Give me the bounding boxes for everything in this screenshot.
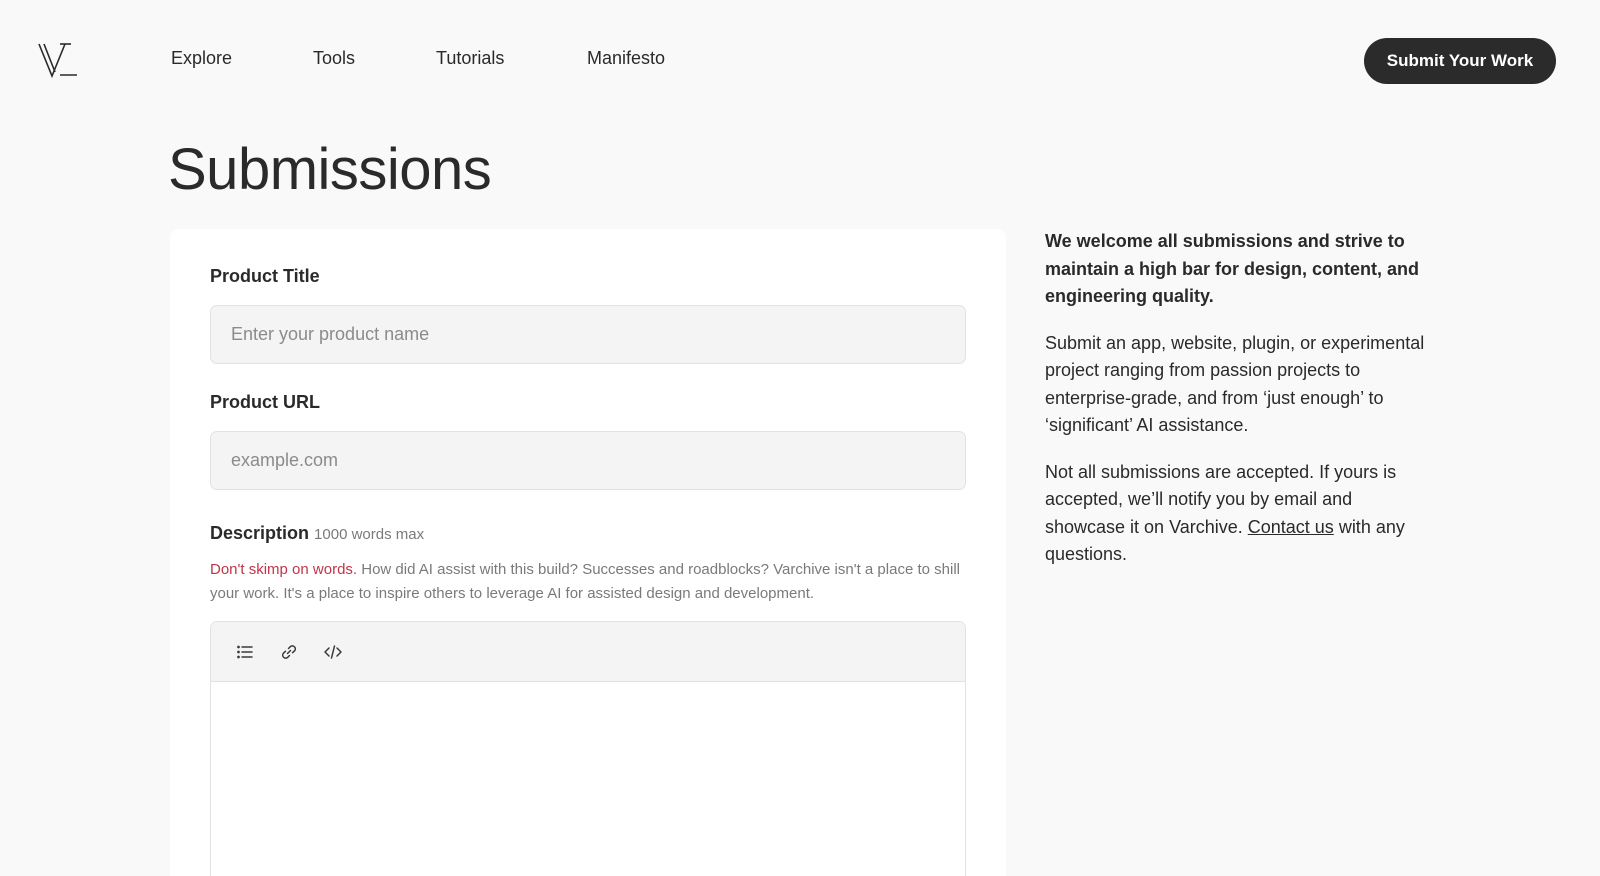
guidelines-p3-after: with any questions. — [1045, 516, 1405, 564]
product-title-input[interactable] — [210, 305, 966, 364]
guidelines-lead: We welcome all submissions and strive to maintain a high bar for design, content, and engineering quality. — [1045, 231, 1420, 306]
code-icon[interactable] — [321, 640, 345, 664]
varchive-logo-icon[interactable] — [38, 42, 78, 78]
description-editor — [210, 621, 966, 876]
nav-explore[interactable]: Explore — [171, 48, 233, 68]
product-title-label: Product Title — [210, 266, 320, 286]
guidelines-paragraph-2: Submit an app, website, plugin, or experimental project ranging from passion projects to enterprise-grade, and from ‘just enough’ to ‘significant’ AI assistance. — [1045, 332, 1425, 435]
submit-your-work-button[interactable]: Submit Your Work — [1364, 38, 1556, 84]
description-help-body: How did AI assist with this build? Successes and roadblocks? Varchive isn't a place to shill your work. It's a place to inspire others to leverage AI for assisted design and development. — [210, 561, 960, 602]
site-header — [0, 0, 1600, 120]
submission-form — [170, 229, 1006, 876]
guidelines-paragraph-3 — [1045, 459, 1425, 569]
contact-us-link[interactable]: Contact us — [1247, 516, 1334, 537]
list-icon[interactable] — [233, 640, 257, 664]
product-url-input[interactable] — [210, 431, 966, 490]
nav-tools[interactable]: Tools — [313, 48, 356, 68]
nav-manifesto[interactable]: Manifesto — [587, 48, 666, 68]
product-url-label: Product URL — [210, 392, 320, 412]
description-label: Description — [210, 523, 310, 543]
description-help-text — [210, 558, 970, 606]
description-editor-input[interactable] — [211, 682, 965, 876]
page-title: Submissions — [168, 137, 492, 202]
link-icon[interactable] — [277, 640, 301, 664]
description-help-emphasis: Don't skimp on words. — [210, 561, 358, 578]
description-word-limit: 1000 words max — [314, 526, 425, 543]
guidelines-p3-before: Not all submissions are accepted. If yours is accepted, we’ll notify you by email and showcase it on Varchive. — [1045, 461, 1397, 537]
nav-tutorials[interactable]: Tutorials — [436, 48, 505, 68]
editor-toolbar — [211, 622, 965, 682]
description-label-row — [210, 523, 424, 544]
submission-guidelines — [1045, 228, 1425, 588]
